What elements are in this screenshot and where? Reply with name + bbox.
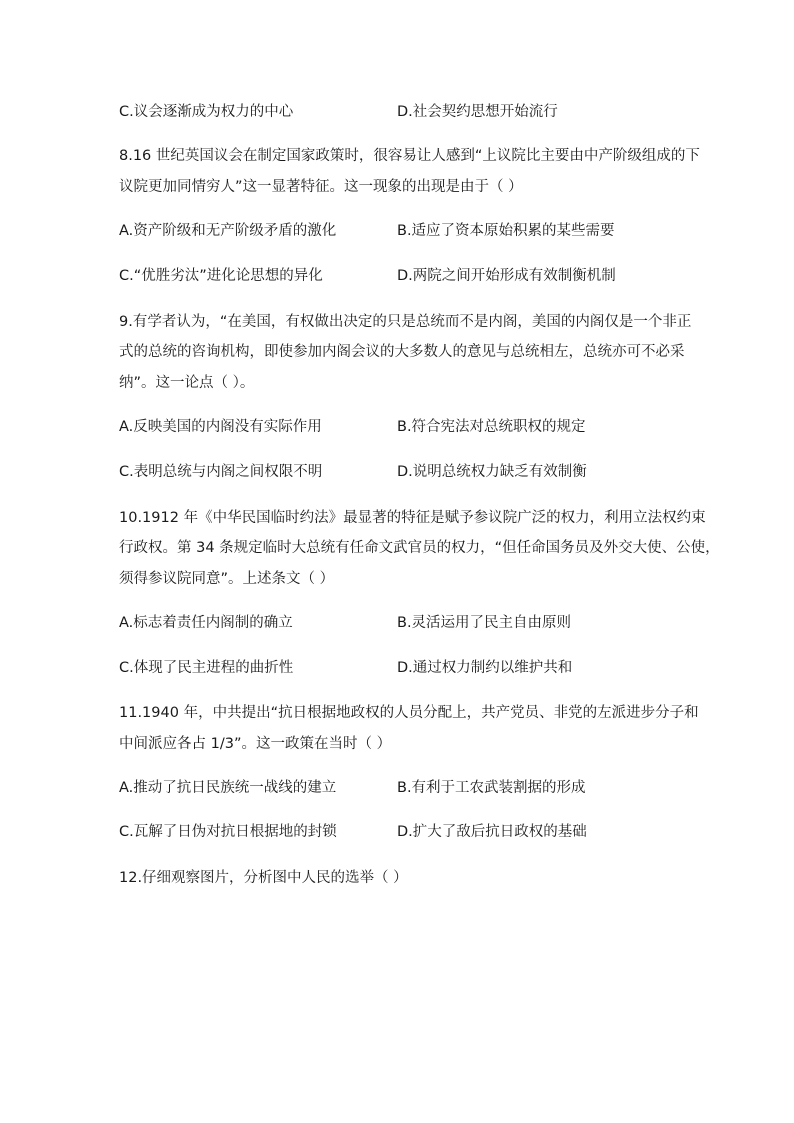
q10-option-c: C.体现了民主进程的曲折性 [119,660,294,676]
q11-option-c: C.瓦解了日伪对抗日根据地的封锁 [119,824,337,840]
q9-option-c: C.表明总统与内阁之间权限不明 [119,464,323,480]
q10-option-b: B.灵活运用了民主自由原则 [397,615,572,631]
q8-option-b: B.适应了资本原始积累的某些需要 [397,223,615,239]
q10-stem-line-1: 10.1912 年《中华民国临时约法》最显著的特征是赋予参议院广泛的权力，利用立法权约束 [119,510,706,526]
q7-option-c: C.议会逐渐成为权力的中心 [119,104,294,120]
q8-stem-line-2: 议院更加同情穷人”这一显著特征。这一现象的出现是由于（ ） [119,179,523,195]
q8-stem-line-1: 8.16 世纪英国议会在制定国家政策时，很容易让人感到“上议院比主要由中产阶级组成的下 [119,148,700,164]
q8-option-c: C.“优胜劣汰”进化论思想的异化 [119,268,323,284]
q11-option-d: D.扩大了敌后抗日政权的基础 [397,824,587,840]
q9-option-a: A.反映美国的内阁没有实际作用 [119,419,322,435]
q10-stem-line-2: 行政权。第 34 条规定临时大总统有任命文武官员的权力，“但任命国务员及外交大使、公使， [119,540,720,556]
q10-option-a: A.标志着责任内阁制的确立 [119,615,293,631]
q8-option-d: D.两院之间开始形成有效制衡机制 [397,268,616,284]
q10-option-d: D.通过权力制约以维护共和 [397,660,573,676]
q12-stem-line-1: 12.仔细观察图片，分析图中人民的选举（ ） [119,870,408,886]
q9-stem-line-1: 9.有学者认为，“在美国，有权做出决定的只是总统而不是内阁，美国的内阁仅是一个非正 [119,314,692,330]
q7-option-d: D.社会契约思想开始流行 [397,104,558,120]
q10-stem-line-3: 须得参议院同意”。上述条文（ ） [119,571,335,587]
q11-option-a: A.推动了抗日民族统一战线的建立 [119,780,337,796]
q8-option-a: A.资产阶级和无产阶级矛盾的激化 [119,223,337,239]
q11-stem-line-2: 中间派应各占 1/3”。这一政策在当时（ ） [119,736,392,752]
q9-stem-line-3: 纳”。这一论点（ ）。 [119,375,255,391]
q11-stem-line-1: 11.1940 年，中共提出“抗日根据地政权的人员分配上，共产党员、非党的左派进步分子和 [119,705,699,721]
q11-option-b: B.有利于工农武装割据的形成 [397,780,586,796]
q9-stem-line-2: 式的总统的咨询机构，即使参加内阁会议的大多数人的意见与总统相左，总统亦可不必采 [119,344,685,360]
q9-option-b: B.符合宪法对总统职权的规定 [397,419,586,435]
q9-option-d: D.说明总统权力缺乏有效制衡 [397,464,587,480]
